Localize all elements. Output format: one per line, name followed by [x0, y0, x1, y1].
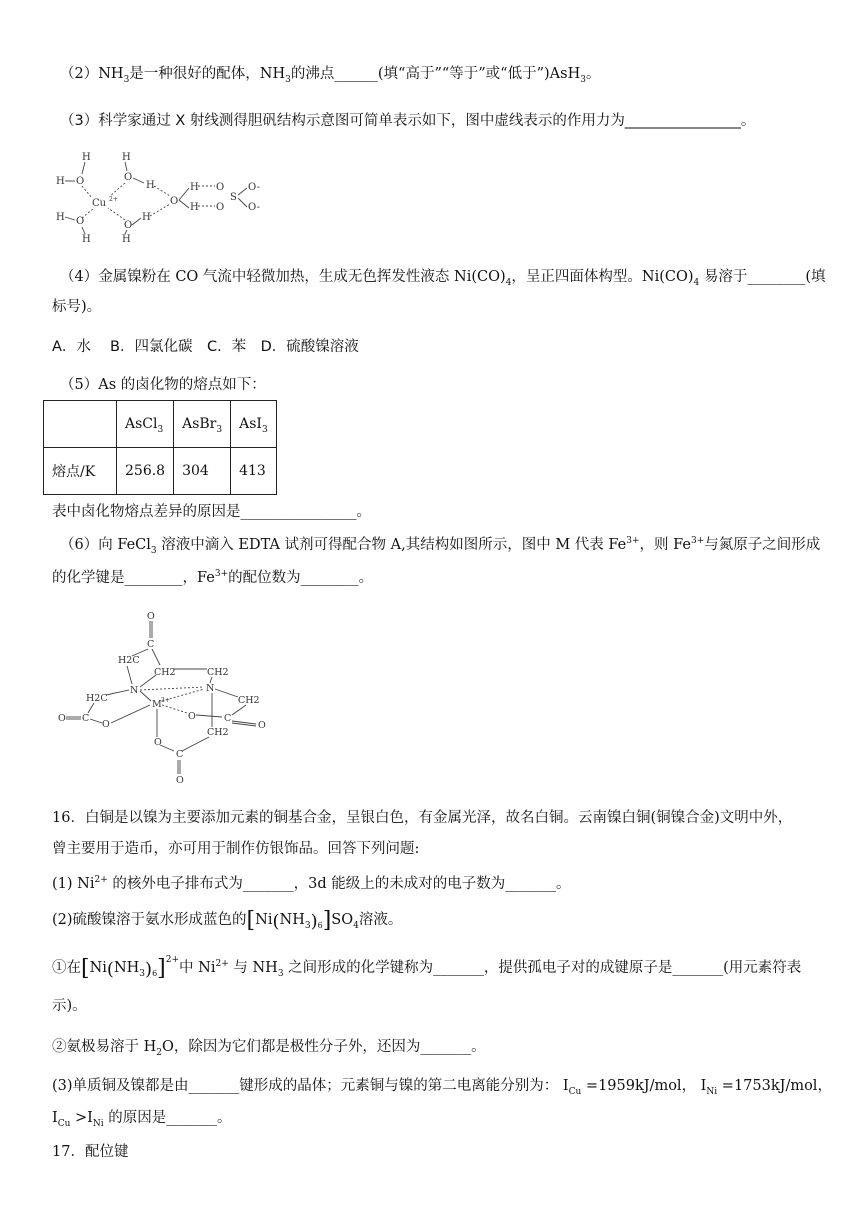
table-row-label: 熔点/K [44, 448, 117, 495]
svg-text:O: O [216, 182, 225, 193]
svg-text:H2C: H2C [86, 693, 108, 704]
svg-text:O: O [124, 172, 133, 183]
table-header-asbr3: AsBr$_3$ [174, 401, 231, 448]
svg-text:H2C: H2C [118, 655, 140, 666]
q16-part2-sub1-cont: 示)。 [52, 998, 87, 1014]
svg-text:O: O [147, 611, 155, 622]
q15-part4-cont: 标号)。 [52, 299, 102, 315]
svg-text:CH2: CH2 [154, 667, 176, 678]
q15-part2: $(2)NH_3$是一种很好的配体，$NH_3$的沸点______(填“高于”“等于”或“低于”)AsH$_3$。 [60, 66, 601, 85]
svg-text:O: O [258, 720, 266, 731]
svg-text:C: C [147, 639, 155, 650]
svg-text:O: O [170, 196, 179, 207]
q15-part6: （6）向 FeCl$_3$ 溶液中滴入 EDTA 试剂可得配合物 A,其结构如图所示，图中 M 代表 $Fe^{3+}$，则 $Fe^{3+}$与氮原子之间形成 [60, 536, 821, 556]
table-cell: 304 [174, 448, 231, 495]
svg-text:O-: O- [248, 202, 260, 213]
table-header-ascl3: AsCl$_3$ [117, 401, 174, 448]
svg-text:3+: 3+ [161, 697, 170, 704]
svg-text:O: O [58, 713, 66, 724]
svg-text:O: O [102, 719, 110, 730]
q16-part1: (1) $Ni^{2+}$ 的核外电子排布式为_______，3d 能级上的未成对的电子数为_______。 [52, 875, 571, 892]
svg-text:C: C [82, 713, 90, 724]
q15-part4: （4）金属镍粉在 CO 气流中轻微加热，生成无色挥发性液态 $Ni(CO)_4$，呈正四面体构型。$Ni(CO)_4$ 易溶于________(填 [60, 269, 826, 288]
melting-point-table [43, 400, 277, 495]
svg-text:N: N [206, 683, 215, 694]
svg-text:C: C [176, 749, 184, 760]
svg-text:H: H [122, 152, 131, 163]
svg-text:O: O [154, 737, 162, 748]
q16-intro-line2: 曾主要用于造币，亦可用于制作仿银饰品。回答下列问题: [52, 841, 420, 857]
q17-heading: 17．配位键 [52, 1144, 129, 1160]
svg-text:H: H [82, 234, 91, 245]
svg-text:H: H [190, 182, 199, 193]
q16-part2: (2)硫酸镍溶于氨水形成蓝色的$[Ni(NH_3)_6]SO_4$溶液。 [52, 908, 403, 933]
svg-text:H: H [142, 212, 151, 223]
svg-text:M: M [152, 699, 162, 710]
svg-text:Cu: Cu [92, 198, 107, 209]
table-cell: 256.8 [117, 448, 174, 495]
svg-text:O: O [176, 775, 184, 786]
q16-part3: (3)单质铜及镍都是由_______键形成的晶体；元素铜与镍的第二电离能分别为： $I_{Cu} =1959kJ/mol$， $I_{Ni} =1753kJ/mol$， [52, 1078, 832, 1097]
svg-text:H: H [190, 202, 199, 213]
q15-part4-options: A．水 B．四氯化碳 C．苯 D．硫酸镍溶液 [52, 339, 359, 355]
q16-part2-sub2: ②氨极易溶于 $H_2O$，除因为它们都是极性分子外，还因为_______。 [52, 1039, 486, 1058]
svg-text:H: H [56, 176, 65, 187]
svg-text:N: N [130, 685, 139, 696]
svg-text:CH2: CH2 [238, 695, 260, 706]
svg-text:2+: 2+ [109, 196, 118, 203]
svg-text:O: O [124, 220, 133, 231]
svg-text:H: H [82, 152, 91, 163]
q15-part6-cont: 的化学键是________，$Fe^{3+}$的配位数为________。 [52, 569, 374, 586]
svg-text:O: O [76, 216, 85, 227]
svg-text:O: O [188, 711, 196, 722]
svg-text:O: O [216, 202, 225, 213]
table-header-row [44, 401, 277, 448]
svg-text:H: H [56, 212, 65, 223]
q16-part3-cont: $I_{Cu} >I_{Ni}$ 的原因是_______。 [52, 1110, 232, 1129]
chalcanthite-structure-diagram [52, 148, 272, 248]
svg-text:C: C [224, 713, 232, 724]
table-cell: 413 [231, 448, 277, 495]
svg-text:CH2: CH2 [207, 727, 229, 738]
svg-text:CH2: CH2 [207, 667, 229, 678]
svg-text:O: O [76, 176, 85, 187]
svg-text:S: S [230, 192, 237, 203]
q16-part2-sub1: ①在$[Ni(NH_3)_6]^{2+}$中 $Ni^{2+}$ 与 $NH_3$ 之间形成的化学键称为_______，提供孤电子对的成键原子是_______(用元素符表 [52, 955, 802, 981]
svg-text:O-: O- [248, 182, 260, 193]
q15-part5-question: 表中卤化物熔点差异的原因是________________。 [52, 504, 371, 520]
q16-intro-line1: 16．白铜是以镍为主要添加元素的铜基合金，呈银白色，有金属光泽，故名白铜。云南镍白铜(铜镍合金)文明中外， [52, 810, 793, 826]
table-header-asi3: AsI$_3$ [231, 401, 277, 448]
left-bracket: [ [246, 908, 256, 933]
table-row [44, 448, 277, 495]
q15-part3: （3）科学家通过 X 射线测得胆矾结构示意图可简单表示如下，图中虚线表示的作用力为________________。 [60, 113, 756, 129]
table-cell [44, 401, 117, 448]
svg-text:H: H [122, 234, 131, 245]
edta-complex-diagram [52, 603, 272, 788]
q15-part5: （5）As 的卤化物的熔点如下： [60, 377, 266, 393]
right-bracket: ] [322, 908, 332, 933]
svg-text:H: H [146, 180, 155, 191]
